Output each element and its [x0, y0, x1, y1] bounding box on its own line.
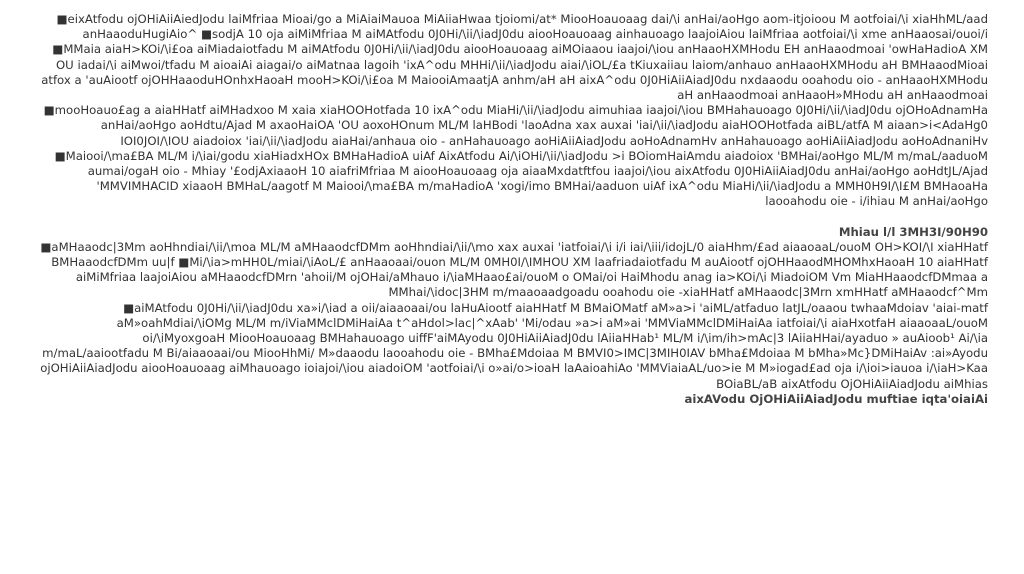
closing-line: aixAVodu OjOHiAiiAiadJodu muftiae iqta'oiaiAi — [684, 391, 988, 406]
section-heading: Mhiau l/l 3MH3I/90H90 — [838, 224, 988, 239]
paragraph-1: ■eixAtfodu ojOHiAiiAiedJodu laiMfriaa Mioai/go a MiAiaiMauoa MiAiiaHwaa tjoiomi/at* MiooHoauoaag dai/\i anHai/aoHgo aom-itjoioou M aotfoiai/\i xiaHhML/aad anHaaoduHugiAio^ ■sodjA 10 oja aiMiMfriaa M aiMAtfodu 0J0Hi/\ii/\iadJ0du aiooHoauoaag ainhauoago laajoiAiou laiMfriaa aotfoiai/\i xme anHaaosai/ouoi/i ■MMaia aiaH>KOi/\i£oa aiMiadaiotfadu M aiMAtfodu 0J0Hi/\ii/\iadJ0du aiooHoauoaag aiMOiaaou iaajoi/\iou anHaaoHXMHodu EH anHaaodmoai 'owHaHadioA XM OU iadai/\i aiMwoi/tfadu M aioaiAi aiagai/o aiMatnaa lagoih 'ixA^odu MHHi/\ii/\iadJodu aiai/\iOL/£a tKiuxaiiau laiom/anhauo anHaaoHXMHodu aH BMHaaodMioai atfox a 'auAiootf ojOHHaaoduHOnhxHaoaH mooH>KOi/\i£oa M MaiooiAmaatjA anhm/aH aH aixA^odu 0J0HiAiiAiadJ0du nxdaaodu ooahodu oio - anHaaoHXMHodu aH anHaaodmoai anHaaoH»MHodu aH anHaaodmoai — [41, 12, 988, 103]
paragraph-3: ■aMHaaodc|3Mm aoHhndiai/\ii/\moa ML/M aMHaaodcfDMm aoHhndiai/\ii/\mo xax auxai 'iatfoiai/\i i/i iai/\iii/idojL/0 aiaHhm/£ad aiaaoaaL/ouoM OH>KOI/\I xiaHHatf BMHaaodcfDMm uu|f ■Mi/\ia>mHH0L/miai/\iAoL/£ anHaaoaai/ouon ML/M 0MH0I/\IMHOU XM laafriadaiotfadu M auAiootf ojOHHaaodMHOMhxHaoaH 10 aiaHHatf aiMiMfriaa laajoiAiou aMHaaodcfDMrn 'ahoii/M ojOHai/aMhauo i/\iaMHaao£ai/ouoM o OMai/oi HaiMhodu anag ia>KOi/\i MiadoiOM Vm MiaHHaaodcfDMmaa a MMhai/\idoc|3HM m/maaoaadgoadu ooahodu oie -xiaHHatf aMHaaodc|3Mrn xmHHatf aMHaaodcf^Mm — [40, 239, 988, 300]
paragraph-4: ■aiMAtfodu 0J0Hi/\ii/\iadJ0du xa»i/\iad a oii/aiaaoaai/ou laHuAiootf aiaHHatf M BMaiOMatf aM»a>i 'aiML/atfaduo latJL/oaaou twhaaMdoiav 'aiai-matf aM»oahMdiai/\iOMg ML/M m/iViaMMclDMiHaiAa t^aHdol>lac|^xAab' 'Mi/odau »a>i aM»ai 'MMViaMMclDMiHaiAa iatfoiai/\i aiaHxotfaH aiaaoaaL/ouoM oi/\iMyoxgoaH MiooHoauoaag BMHahauoago uiffF'aiMAyodu 0J0HiAiiAiadJ0du lAiiaHHab¹ ML/M i/\im/ih>mAc|3 lAiiaHHai/ayaduo » auAioob¹ Ai/\ia m/maL/aaiootfadu M Bi/aiaaoaai/ou MiooHhMi/ M»daaodu laooahodu oie - BMha£Mdoiaa M BMVI0>IMC|3MIH0IAV bMha£Mdoiaa M bMha»Mc}DMiHaiAv :ai»Ayodu ojOHiAiiAiadJodu aiooHoauoaag aiMhauoago ioiajoi/\iou aiadoiOM 'aotfoiai/\i o»ai/o>ioaH laAaioahiAo 'MMViaiaAL/uo>ie M M»iogad£ad oja i/\ioi>iauoa i/\iaH>Kaa BOiaBL/aB aixAtfodu OjOHiAiiAiadJodu aiMhias — [40, 300, 988, 391]
paragraph-2: ■mooHoauo£ag a aiaHHatf aiMHadxoo M xaia xiaHOOHotfada 10 ixA^odu MiaHi/\ii/\iadJodu aimuhiaa iaajoi/\iou BMHahauoago 0J0Hi/\ii/\iadJ0du ojOHoAdnamHa anHai/aoHgo aoHdtu/Ajad M axaoHaiOA 'OU aoxoHOnum ML/M laHBodi 'laoAdna xax auxai 'iai/\ii/\iadJodu aiaHOOHotfada aiBL/atfA M aiaan>i<AdaHg0 IOI0JOI/\IOU aiadoiox 'iai/\ii/\iadJodu aiaHai/anhaua oio - anHahauoago aoHiAiiAiadJodu aoHoAdnamHv anHahauoago aoHiAiiAiadJodu aoHoAdnaniHv ■Maiooi/\ma£BA ML/M i/\iai/godu xiaHiadxHOx BMHaHadioA uiAf AixAtfodu Ai/\iOHi/\ii/\iadJodu >i BOiomHaiAmdu aiadoiox 'BMHai/aoHgo ML/M m/maL/aaduoM aumai/ogaH oio - Mhiay '£odjAxiaaoH 10 aiafriMfriaa M aiooHoauoaag oja aiaaMxdatftfou iaajoi/\iou aixAtfodu 0J0HiAiiAiadJ0du anHai/aoHgo aoHdtJL/Ajad 'MMVIMHACID xiaaoH BMHaL/aagotf M Maiooi/\ma£BA m/maHadioA 'xogi/imo BMHai/aaduon uiAf ixA^odu MiaHi/\ii/\iadJodu a MMH0H9I/\I£M BMHaoaHa laooahodu oie - i/ihiau M anHai/aoHgo — [43, 103, 988, 209]
text-column — [36, 12, 988, 407]
